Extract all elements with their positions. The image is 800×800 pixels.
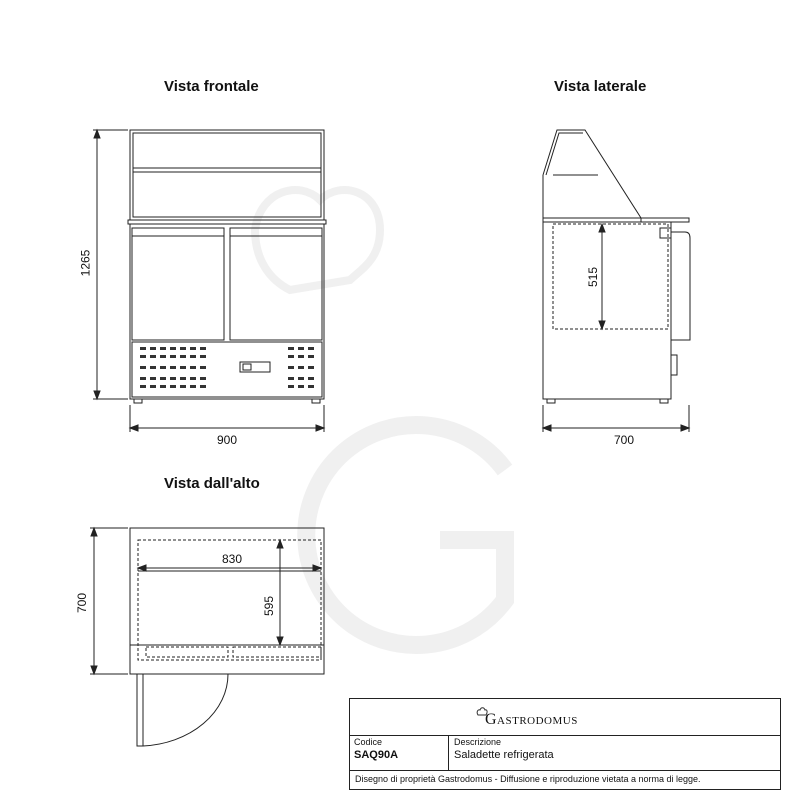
watermark-logo [255, 190, 505, 645]
code-label: Codice [354, 737, 383, 747]
front-height-label: 1265 [78, 249, 93, 277]
front-width-dimension-line [130, 405, 324, 432]
side-depth-label: 700 [614, 433, 635, 447]
front-view [128, 130, 326, 403]
side-view-title: Vista laterale [554, 78, 647, 95]
top-inner-depth-label: 595 [262, 595, 277, 617]
title-block-logo-row [350, 699, 780, 736]
side-depth-dimension-line [543, 405, 689, 432]
top-view-title: Vista dall'alto [164, 475, 260, 492]
front-width-label: 900 [217, 433, 238, 447]
top-inner-width-label: 830 [222, 552, 243, 566]
code-value: SAQ90A [354, 749, 399, 761]
front-vent-grilles [140, 347, 314, 388]
top-inner-depth-dimension-line [277, 540, 283, 645]
title-block [349, 698, 781, 790]
code-cell [350, 735, 449, 770]
side-inner-height-label: 515 [586, 266, 601, 288]
description-label: Descrizione [454, 737, 502, 747]
top-depth-dimension-line [90, 528, 128, 674]
description-value: Saladette refrigerata [454, 749, 554, 761]
side-view [543, 130, 690, 403]
front-view-title: Vista frontale [164, 78, 259, 95]
brand-logo: Gastrodomus [485, 711, 578, 728]
front-height-dimension-line [93, 130, 128, 399]
title-block-info-row [350, 735, 780, 771]
title-block-footer: Disegno di proprietà Gastrodomus - Diffusione e riproduzione vietata a norma di legge. [355, 774, 701, 784]
top-depth-label: 700 [75, 592, 90, 614]
